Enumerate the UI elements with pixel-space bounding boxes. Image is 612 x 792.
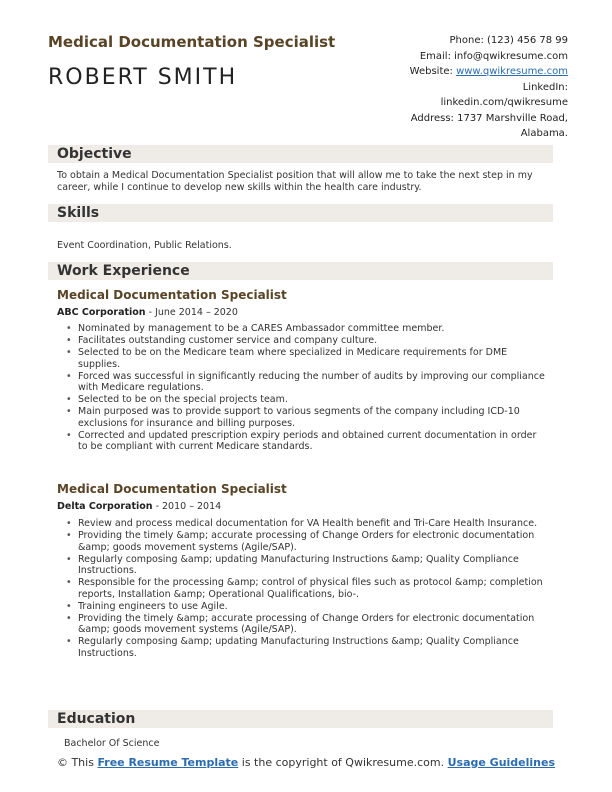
section-education	[48, 710, 553, 728]
section-work-experience	[48, 262, 553, 280]
section-title-work-experience: Work Experience	[57, 263, 190, 279]
header-job-title: Medical Documentation Specialist	[48, 33, 336, 51]
website-link[interactable]: www.qwikresume.com	[456, 66, 568, 77]
list-item: • Facilitates outstanding customer service and company culture.	[66, 335, 548, 347]
job-role: Medical Documentation Specialist	[57, 288, 287, 302]
skills-text: Event Coordination, Public Relations.	[57, 240, 232, 251]
footer-middle: is the copyright of Qwikresume.com.	[238, 756, 448, 769]
list-item: • Main purposed was to provide support to various segments of the company including ICD-10 exclusions for insurance and billing purposes.	[66, 406, 548, 429]
contact-phone: Phone: (123) 456 78 99	[449, 35, 568, 46]
list-item: • Selected to be on the Medicare team where specialized in Medicare requirements for DME supplies.	[66, 347, 548, 370]
job-dates: - June 2014 – 2020	[145, 307, 238, 318]
section-skills	[48, 204, 553, 222]
job-role: Medical Documentation Specialist	[57, 482, 287, 496]
list-item: • Responsible for the processing &amp; control of physical files such as protocol &amp; completion reports, Installation &amp; Operational Qualifications, bio-.	[66, 577, 548, 600]
education-degree: Bachelor Of Science	[64, 738, 160, 749]
contact-linkedin-label: LinkedIn:	[522, 81, 568, 93]
website-label: Website:	[409, 66, 457, 77]
company-name: ABC Corporation	[57, 307, 146, 318]
free-resume-template-link[interactable]: Free Resume Template	[97, 756, 239, 769]
list-item: • Nominated by management to be a CARES Ambassador committee member.	[66, 323, 548, 335]
company-name: Delta Corporation	[57, 501, 153, 512]
list-item: • Providing the timely &amp; accurate processing of Change Orders for electronic documentation &amp; goods movement systems (Agile/SAP).	[66, 613, 548, 636]
contact-website	[393, 64, 568, 80]
job-bullets	[66, 323, 548, 453]
contact-email: Email: info@qwikresume.com	[419, 50, 568, 62]
list-item: • Review and process medical documentation for VA Health benefit and Tri-Care Health Insurance.	[66, 518, 548, 530]
job-company-line	[57, 307, 238, 318]
list-item: • Providing the timely &amp; accurate processing of Change Orders for electronic documentation &amp; goods movement systems (Agile/SAP).	[66, 530, 548, 553]
contact-linkedin-value: linkedin.com/qwikresume	[440, 97, 568, 108]
list-item: • Training engineers to use Agile.	[66, 601, 548, 613]
job-company-line	[57, 501, 221, 512]
list-item: • Regularly composing &amp; updating Manufacturing Instructions &amp; Quality Compliance Instructions.	[66, 554, 548, 577]
section-title-education: Education	[57, 711, 136, 727]
job-bullets	[66, 518, 548, 660]
list-item: • Selected to be on the special projects team.	[66, 394, 548, 406]
contact-block	[393, 33, 568, 142]
copyright-footer	[0, 756, 612, 769]
resume-header	[48, 33, 568, 139]
section-objective	[48, 145, 553, 163]
list-item: • Corrected and updated prescription expiry periods and obtained current documentation in order to be compliant with current Medicare standards.	[66, 430, 548, 453]
contact-address-line2: Alabama.	[520, 128, 568, 139]
footer-prefix: © This	[56, 756, 98, 769]
list-item: • Forced was successful in significantly reducing the number of audits by improving our compliance with Medicare regulations.	[66, 371, 548, 394]
usage-guidelines-link[interactable]: Usage Guidelines	[447, 756, 556, 769]
section-title-objective: Objective	[57, 146, 132, 162]
job-dates: - 2010 – 2014	[152, 501, 222, 512]
candidate-name: ROBERT SMITH	[48, 65, 238, 90]
section-title-skills: Skills	[57, 205, 100, 221]
objective-text: To obtain a Medical Documentation Specialist position that will allow me to take the next step in my career, while I continue to develop new skills within the health care industry.	[57, 170, 533, 193]
contact-address-line1: Address: 1737 Marshville Road,	[410, 112, 568, 124]
list-item: • Regularly composing &amp; updating Manufacturing Instructions &amp; Quality Compliance Instructions.	[66, 636, 548, 659]
